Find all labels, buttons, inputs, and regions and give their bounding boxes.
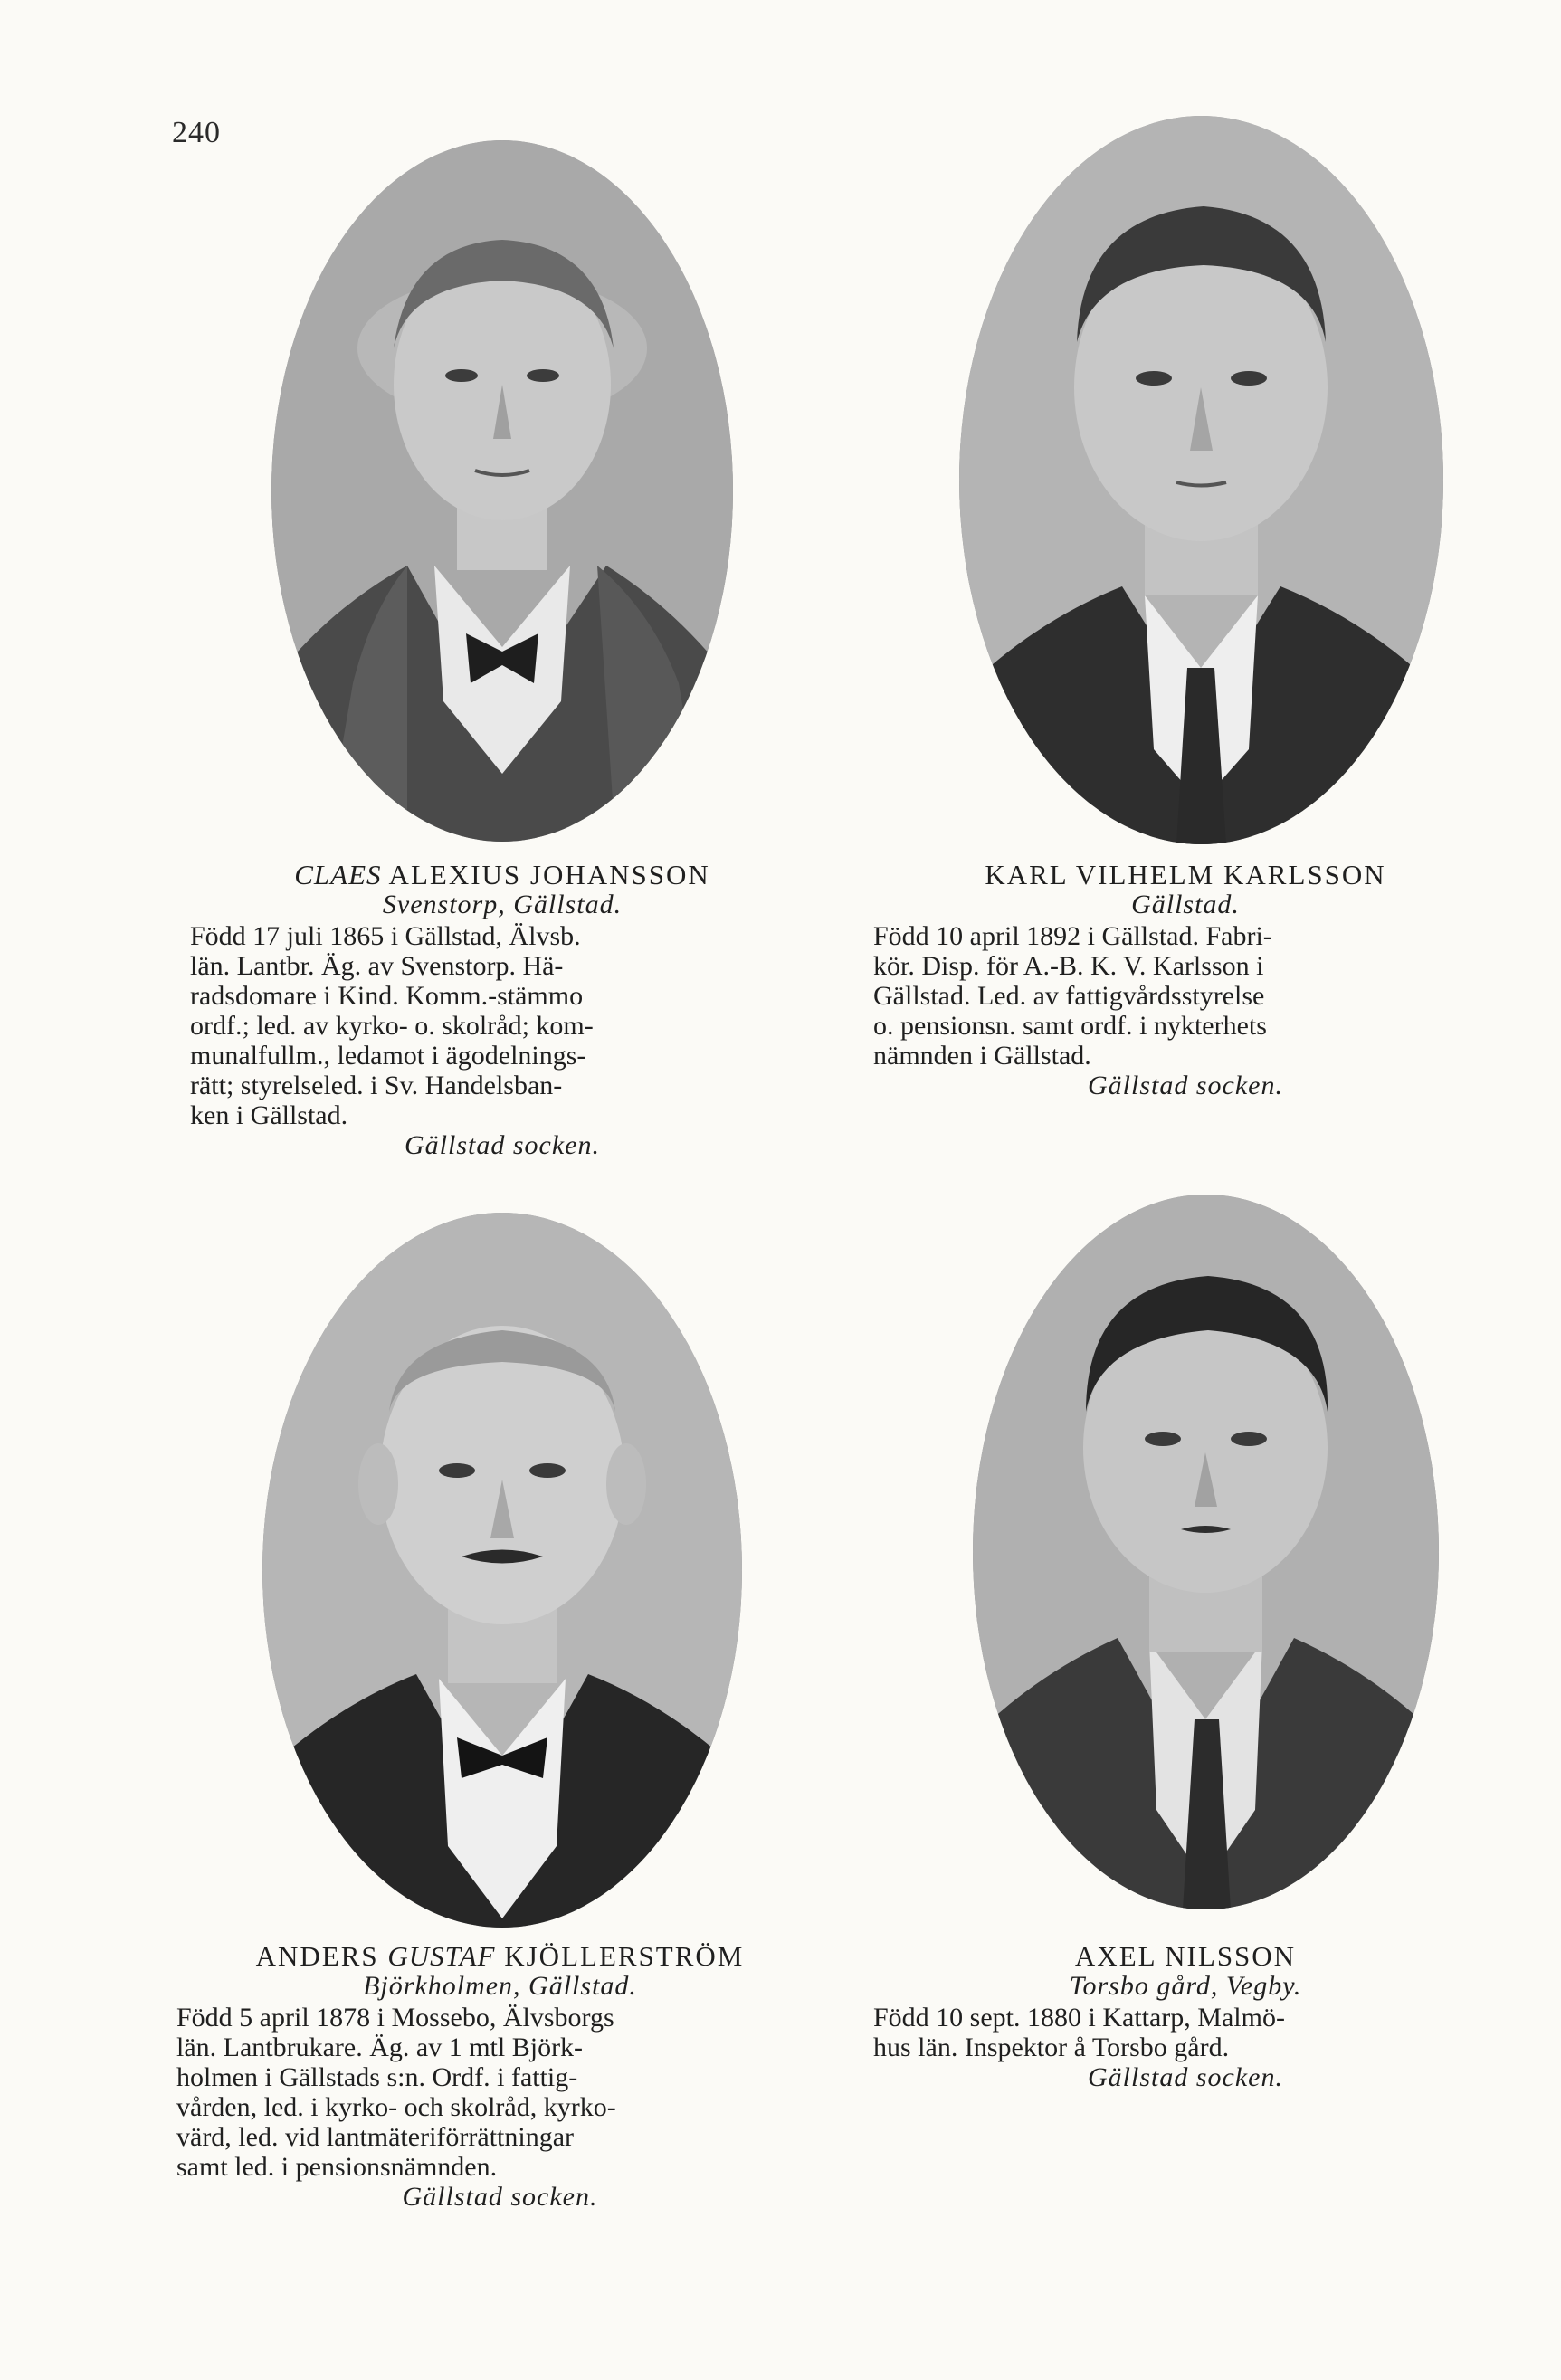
entry-parish: Gällstad socken. [1088, 1071, 1283, 1100]
bio-line: holmen i Gällstads s:n. Ordf. i fattig- [176, 2062, 578, 2092]
bio-line: ordf.; led. av kyrko- o. skolråd; kom- [190, 1011, 594, 1041]
portrait-claes-johansson [271, 140, 733, 842]
entry-claes-johansson [190, 860, 814, 1160]
portrait-photo-image [271, 140, 733, 842]
entry-karl-karlsson [873, 860, 1498, 1100]
portrait-anders-kjollerstrom [262, 1213, 742, 1928]
portrait-photo-image [262, 1213, 742, 1928]
bio-line: ken i Gällstad. [190, 1100, 348, 1130]
bio-line: radsdomare i Kind. Komm.-stämmo [190, 981, 584, 1011]
portrait-photo-image [973, 1195, 1439, 1909]
bio-line: län. Lantbrukare. Äg. av 1 mtl Björk- [176, 2033, 584, 2062]
entry-name: AXEL NILSSON [1074, 1940, 1297, 1972]
entry-axel-nilsson [873, 1941, 1498, 2092]
bio-line: värd, led. vid lantmäteriförrättningar [176, 2122, 574, 2152]
page-number: 240 [172, 116, 221, 149]
bio-line: rätt; styrelseled. i Sv. Handelsban- [190, 1071, 563, 1100]
bio-line: Född 10 april 1892 i Gällstad. Fabri- [873, 921, 1272, 951]
bio-line: munalfullm., ledamot i ägodelnings- [190, 1041, 586, 1071]
bio-line: o. pensionsn. samt ordf. i nykterhets [873, 1011, 1267, 1041]
portrait-photo-image [959, 116, 1443, 844]
entry-place: Björkholmen, Gällstad. [363, 1971, 637, 2001]
entry-place: Svenstorp, Gällstad. [382, 890, 623, 919]
entry-place: Gällstad. [1131, 890, 1240, 919]
entry-name: KARL VILHELM KARLSSON [985, 859, 1386, 890]
bio-line: samt led. i pensionsnämnden. [176, 2152, 498, 2182]
portrait-karl-karlsson [959, 116, 1443, 844]
entry-place: Torsbo gård, Vegby. [1069, 1971, 1302, 2001]
bio-line: nämnden i Gällstad. [873, 1041, 1091, 1071]
entry-parish: Gällstad socken. [1088, 2062, 1283, 2092]
portrait-axel-nilsson [973, 1195, 1439, 1909]
entry-name: ANDERS GUSTAF KJÖLLERSTRÖM [255, 1940, 745, 1972]
entry-parish: Gällstad socken. [402, 2182, 598, 2212]
bio-line: Gällstad. Led. av fattigvårdsstyrelse [873, 981, 1265, 1011]
entry-bio [176, 2003, 823, 2182]
entry-anders-kjollerstrom [176, 1941, 823, 2212]
bio-line: län. Lantbr. Äg. av Svenstorp. Hä- [190, 951, 564, 981]
entry-bio [873, 921, 1498, 1071]
entry-bio [873, 2003, 1498, 2062]
entry-bio [190, 921, 814, 1130]
bio-line: Född 10 sept. 1880 i Kattarp, Malmö- [873, 2003, 1285, 2033]
entry-name: CLAES ALEXIUS JOHANSSON [294, 859, 710, 890]
entry-parish: Gällstad socken. [405, 1130, 600, 1160]
bio-line: kör. Disp. för A.-B. K. V. Karlsson i [873, 951, 1264, 981]
bio-line: hus län. Inspektor å Torsbo gård. [873, 2033, 1230, 2062]
bio-line: vården, led. i kyrko- och skolråd, kyrko- [176, 2092, 616, 2122]
bio-line: Född 17 juli 1865 i Gällstad, Älvsb. [190, 921, 581, 951]
bio-line: Född 5 april 1878 i Mossebo, Älvsborgs [176, 2003, 614, 2033]
